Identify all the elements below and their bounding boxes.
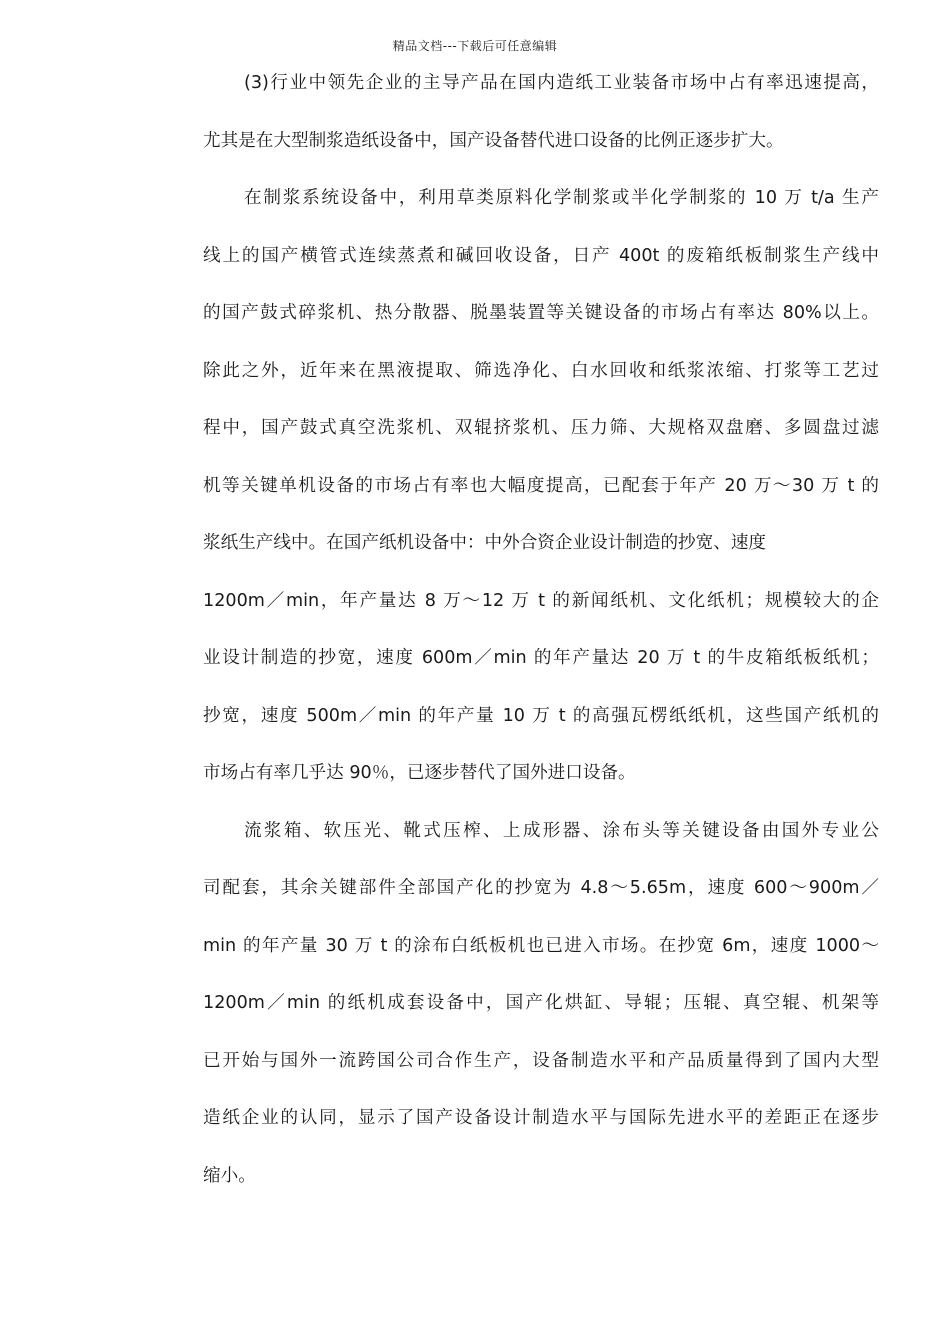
- page-header: 精品文档---下载后可任意编辑: [392, 39, 558, 53]
- text-line: 1200m／min 的纸机成套设备中，国产化烘缸、导辊；压辊、真空辊、机架等: [203, 993, 879, 1013]
- text-line: 业设计制造的抄宽，速度 600m／min 的年产量达 20 万 t 的牛皮箱纸板纸机；: [203, 648, 879, 668]
- text-line: 尤其是在大型制浆造纸设备中，国产设备替代进口设备的比例正逐步扩大。: [203, 130, 784, 151]
- text-line: 1200m／min，年产量达 8 万～12 万 t 的新闻纸机、文化纸机；规模较大的企: [203, 590, 879, 611]
- text-line: 缩小。: [203, 1165, 256, 1186]
- text-line: 程中，国产鼓式真空洗浆机、双辊挤浆机、压力筛、大规格双盘磨、多圆盘过滤: [203, 418, 879, 438]
- document-body: [203, 67, 879, 1217]
- text-line: 造纸企业的认同，显示了国产设备设计制造水平与国际先进水平的差距正在逐步: [203, 1108, 879, 1128]
- text-line: 除此之外，近年来在黑液提取、筛选净化、白水回收和纸浆浓缩、打浆等工艺过: [203, 360, 879, 381]
- text-line: 流浆箱、软压光、靴式压榨、上成形器、涂布头等关键设备由国外专业公: [244, 820, 879, 841]
- text-line: 浆纸生产线中。在国产纸机设备中：中外合资企业设计制造的抄宽、速度: [203, 533, 767, 553]
- text-line: 司配套，其余关键部件全部国产化的抄宽为 4.8～5.65m，速度 600～900m／: [203, 878, 879, 898]
- text-line: 抄宽，速度 500m／min 的年产量 10 万 t 的高强瓦楞纸纸机，这些国产纸机的: [203, 705, 879, 726]
- text-line: min 的年产量 30 万 t 的涂布白纸板机也已进入市场。在抄宽 6m，速度 1000～: [203, 935, 879, 956]
- text-line: 机等关键单机设备的市场占有率也大幅度提高，已配套于年产 20 万～30 万 t 的: [203, 475, 879, 496]
- text-line: (3)行业中领先企业的主导产品在国内造纸工业装备市场中占有率迅速提高，: [244, 73, 879, 93]
- text-line: 线上的国产横管式连续蒸煮和碱回收设备，日产 400t 的废箱纸板制浆生产线中: [203, 245, 879, 266]
- text-line: 市场占有率几乎达 90％，已逐步替代了国外进口设备。: [203, 763, 636, 783]
- text-line: 已开始与国外一流跨国公司合作生产，设备制造水平和产品质量得到了国内大型: [203, 1050, 879, 1071]
- text-line: 在制浆系统设备中，利用草类原料化学制浆或半化学制浆的 10 万 t/a 生产: [244, 188, 879, 208]
- text-line: 的国产鼓式碎浆机、热分散器、脱墨装置等关键设备的市场占有率达 80%以上。: [203, 303, 879, 323]
